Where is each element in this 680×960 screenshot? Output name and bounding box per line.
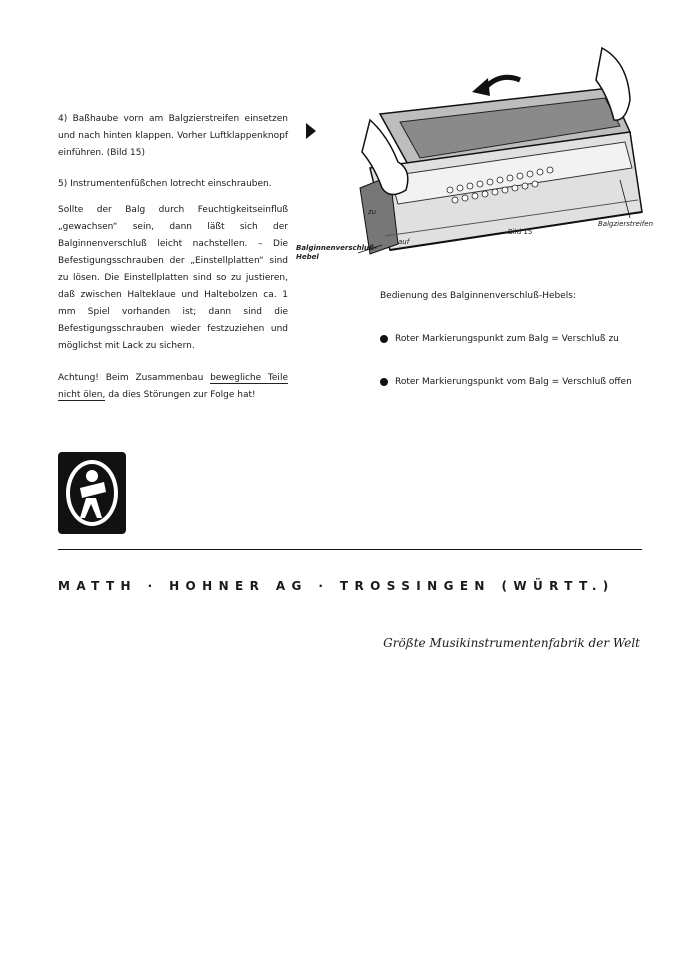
bullet-dot-icon xyxy=(380,335,388,343)
label-auf: auf xyxy=(398,238,410,246)
rotation-arrow-icon xyxy=(485,77,520,88)
adjustment-note-text: Sollte der Balg durch Feuchtigkeitseinfluß „gewachsen“ sein, dann läßt sich der Balginnenverschluß leicht nachstellen. – Die Befestigungsschrauben der „Einstellplatten“ sind zu lösen. Die Einstellplatten sind so zu justieren, daß zwischen Halteklaue und Haltebolzen ca. 1 mm Spiel vorhanden ist; dann sind die Befestigungsschrauben wieder festzuziehen und möglichst mit Lack zu sichern. xyxy=(58,205,288,351)
company-slogan: Größte Musikinstrumentenfabrik der Welt xyxy=(383,636,640,650)
hohner-logo-icon xyxy=(58,452,126,534)
accordion-figure xyxy=(290,40,670,270)
label-lever: Balginnenverschluß-Hebel xyxy=(296,244,377,261)
label-strip: Balgzierstreifen xyxy=(598,220,654,228)
warning-note xyxy=(58,370,288,404)
operation-item-text: Roter Markierungspunkt zum Balg = Verschluß zu xyxy=(395,334,619,344)
warning-emphasis: bewegliche Teile nicht ölen, xyxy=(58,373,288,400)
step-5-text: 5) Instrumentenfüßchen lotrecht einschrauben. xyxy=(58,179,272,189)
hohner-logo xyxy=(58,452,126,534)
warning-text xyxy=(58,370,288,404)
step-4-text: 4) Baßhaube vorn am Balgzierstreifen einsetzen und nach hinten klappen. Vorher Luftklappenknopf einführen. (Bild 15) xyxy=(58,114,288,158)
warning-suffix: da dies Störungen zur Folge hat! xyxy=(105,390,256,400)
adjustment-note xyxy=(58,202,288,355)
label-zu: zu xyxy=(368,208,377,216)
operation-item-text: Roter Markierungspunkt vom Balg = Verschluß offen xyxy=(395,377,632,387)
figure-caption: Bild 15 xyxy=(508,228,533,236)
bullet-dot-icon xyxy=(380,378,388,386)
operation-item-open xyxy=(380,377,632,387)
operation-item-closed xyxy=(380,334,619,344)
accordion-illustration xyxy=(290,40,670,270)
company-name: MATTH · HOHNER AG · TROSSINGEN (WÜRTT.) xyxy=(58,579,615,593)
operation-title: Bedienung des Balginnenverschluß-Hebels: xyxy=(380,291,576,301)
instruction-step-5 xyxy=(58,176,288,193)
footer-divider xyxy=(58,549,642,550)
warning-prefix: Achtung! Beim Zusammenbau xyxy=(58,373,211,383)
instruction-step-4 xyxy=(58,111,288,162)
